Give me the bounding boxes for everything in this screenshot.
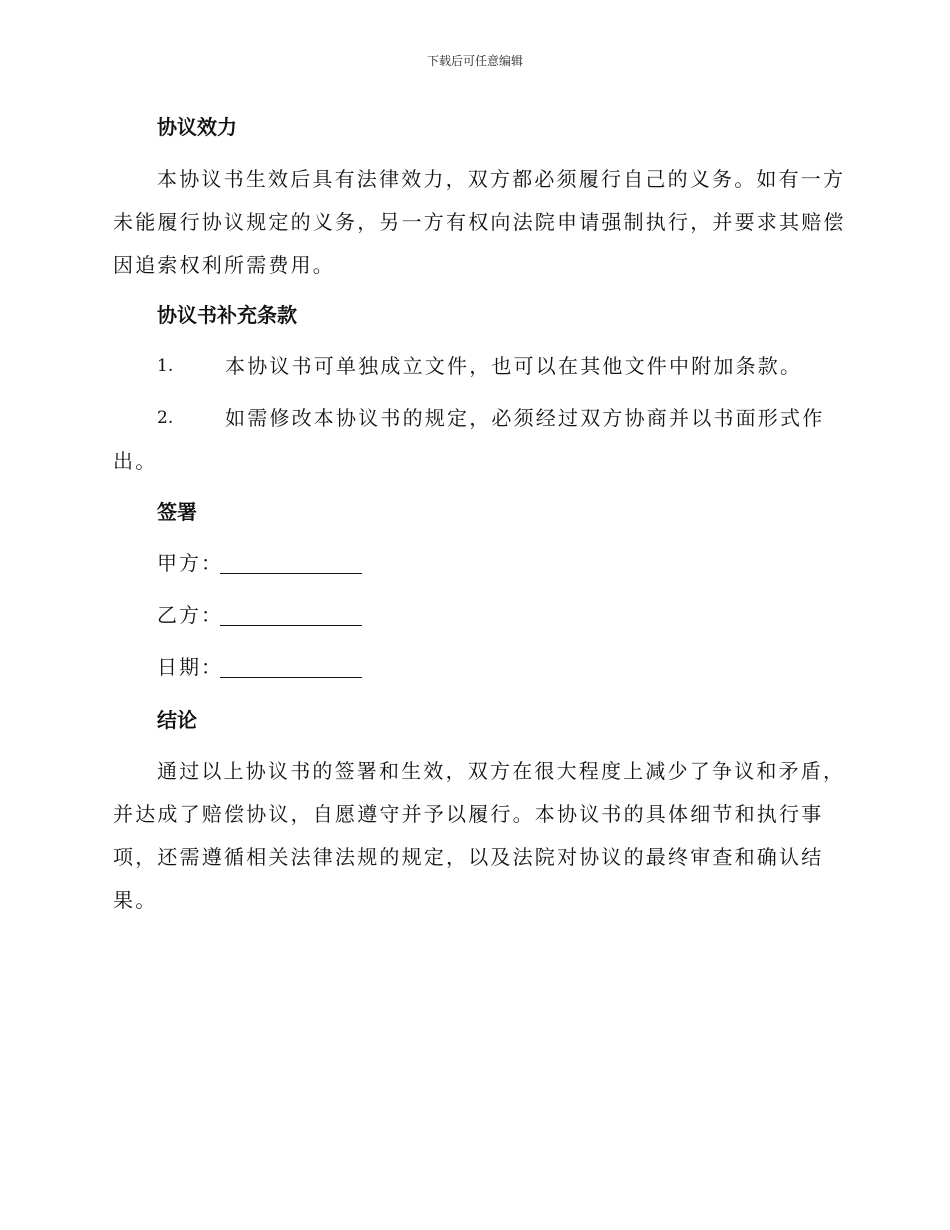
party-a-signature-line[interactable] <box>220 573 362 574</box>
section-heading-signature <box>157 499 197 525</box>
party-b-signature-line[interactable] <box>220 625 362 626</box>
signature-row-party-a <box>157 548 223 578</box>
section-heading-effect: 协议效力 <box>157 115 237 139</box>
party-b-label: 乙方： <box>157 603 223 627</box>
conclusion-paragraph: 通过以上协议书的签署和生效，双方在很大程度上减少了争议和矛盾，并达成了赔偿协议，自愿遵守并予以履行。本协议书的具体细节和执行事项，还需遵循相关法律法规的规定，以及法院对协议的最终审查和确认结果。 <box>113 759 846 912</box>
page-header: 下载后可任意编辑 <box>426 54 523 68</box>
list-item-text: 本协议书可单独成立文件，也可以在其他文件中附加条款。 <box>225 354 803 378</box>
section-heading-conclusion: 结论 <box>157 708 197 732</box>
list-item-number: 1. <box>157 356 174 376</box>
date-label: 日期： <box>157 655 223 679</box>
signature-heading-text: 签署 <box>157 500 197 524</box>
list-item-text: 如需修改本协议书的规定，必须经过双方协商并以书面形式作出。 <box>113 406 825 473</box>
party-a-label: 甲方： <box>157 551 223 575</box>
list-item <box>113 397 848 483</box>
effect-paragraph: 本协议书生效后具有法律效力，双方都必须履行自己的义务。如有一方未能履行协议规定的义务，另一方有权向法院申请强制执行，并要求其赔偿因追索权利所需费用。 <box>113 167 846 277</box>
list-item <box>113 345 848 388</box>
signature-row-date <box>157 652 223 682</box>
section-heading-supplement: 协议书补充条款 <box>157 303 297 327</box>
list-item-number: 2. <box>157 408 174 428</box>
date-signature-line[interactable] <box>220 677 362 678</box>
signature-row-party-b <box>157 600 223 630</box>
